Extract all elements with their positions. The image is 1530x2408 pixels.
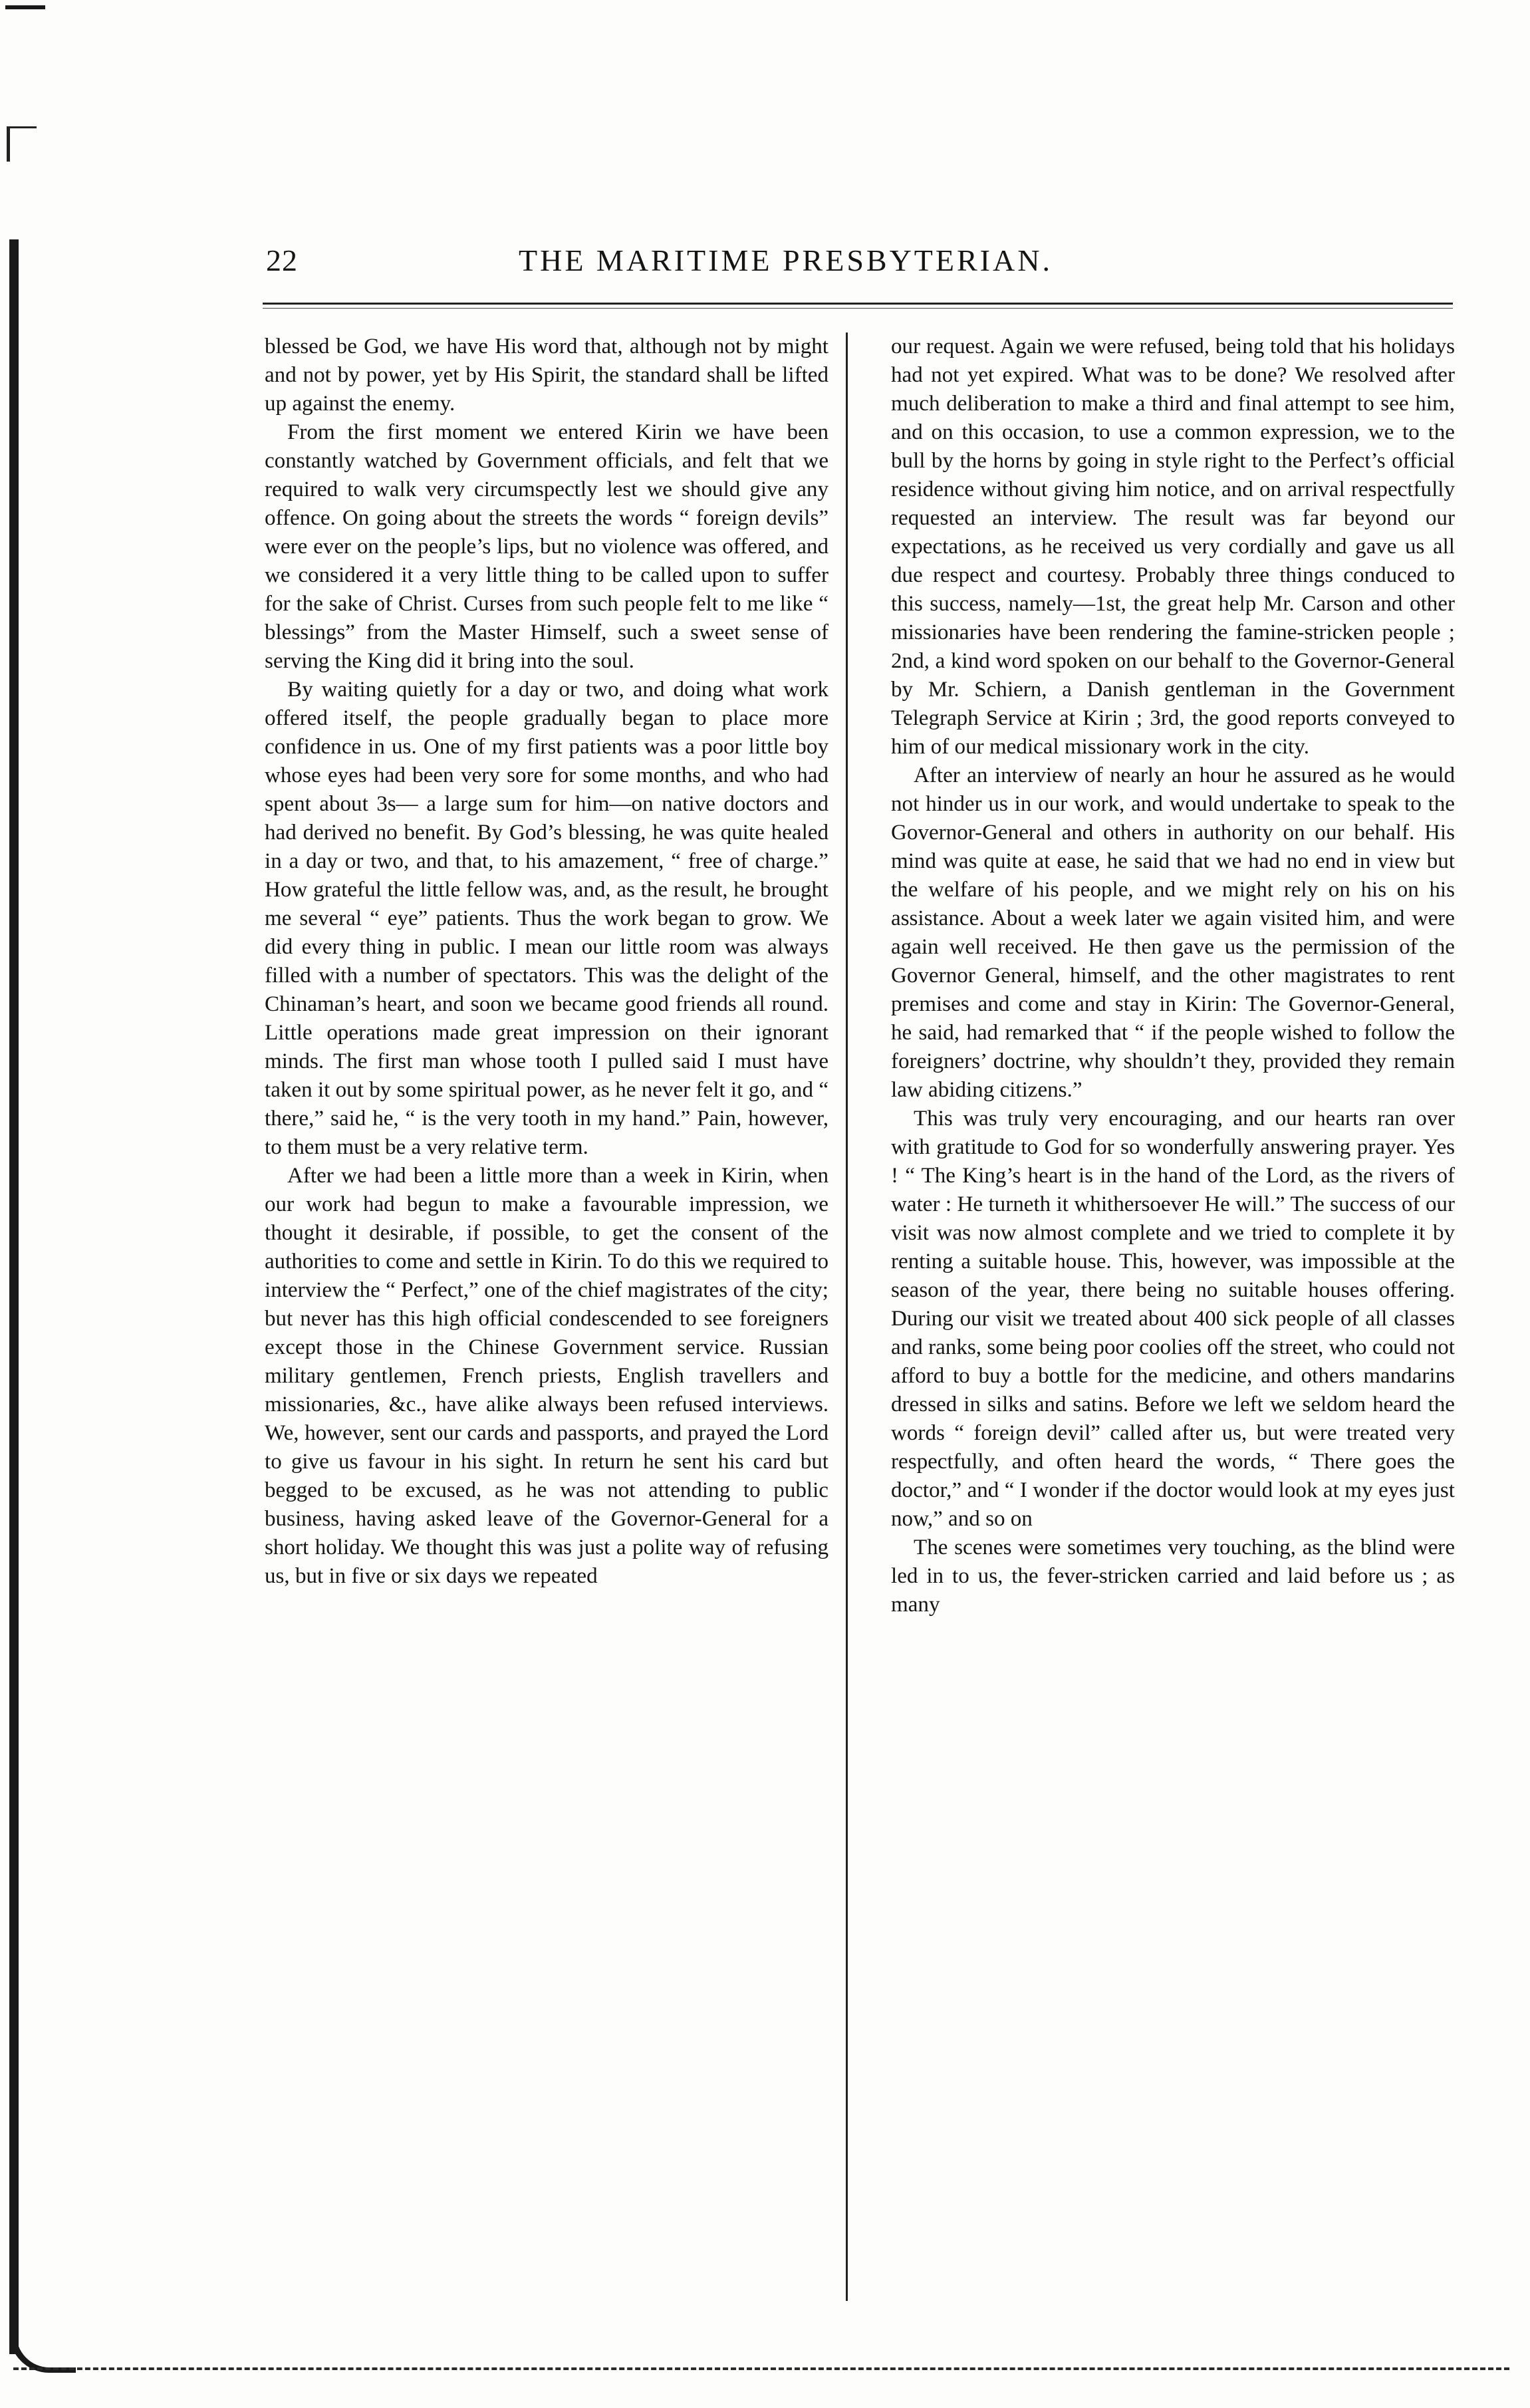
page-number: 22: [266, 243, 298, 277]
running-title: THE MARITIME PRESBYTERIAN.: [519, 243, 1053, 277]
paragraph: By waiting quietly for a day or two, and doing what work offered itself, the people gradually began to place more confidence in us. One of my first patients was a poor little boy whose eyes had been very sore for some months, and who had spent about 3s— a large sum for him—on native doctors and had derived no benefit. By God’s blessing, he was quite healed in a day or two, and that, to his amazement, “ free of charge.” How grateful the little fellow was, and, as the result, he brought me several “ eye” patients. Thus the work began to grow. We did every thing in public. I mean our little room was always filled with a number of spectators. This was the delight of the Chinaman’s heart, and soon we became good friends all round. Little operations made great impression on their ignorant minds. The first man whose tooth I pulled said I must have taken it out by some spiritual power, as he never felt it go, and “ there,” said he, “ is the very tooth in my hand.” Pain, however, to them must be a very relative term.: [265, 678, 829, 1159]
page-spine-edge: [9, 239, 19, 2354]
paragraph: After we had been a little more than a week in Kirin, when our work had begun to make a favourable impression, we thought it desirable, if possible, to get the consent of the authorities to come and settle in Kirin. To do this we required to interview the “ Perfect,” one of the chief magistrates of the city; but never has this high official condescended to see foreigners except those in the Chinese Government service. Russian military gentlemen, French priests, English travellers and missionaries, &c., have alike always been refused interviews. We, however, sent our cards and passports, and prayed the Lord to give us favour in his sight. In return he sent his card but begged to be excused, as he was not attending to public business, having asked leave of the Governor-General for a short holiday. We thought this was just a polite way of refusing us, but in five or six days we repeated: [265, 1164, 829, 1588]
scan-edge-mark: [7, 126, 37, 162]
scan-corner-mark: [5, 5, 45, 20]
paragraph: From the first moment we entered Kirin we have been constantly watched by Government officials, and felt that we required to walk very circumspectly lest we should give any offence. On going about the streets the words “ foreign devils” were ever on the people’s lips, but no violence was offered, and we considered it a very little thing to be called upon to suffer for the sake of Christ. Curses from such people felt to me like “ blessings” from the Master Himself, such a sweet sense of serving the King did it bring into the soul.: [265, 420, 829, 673]
page-header: [266, 243, 1450, 289]
page-corner-curl: [9, 2314, 76, 2373]
bottom-scan-edge: [13, 2367, 1509, 2370]
paragraph: blessed be God, we have His word that, although not by might and not by power, yet by His Spirit, the standard shall be lifted up against the enemy.: [265, 334, 829, 416]
left-column: [265, 333, 829, 2328]
column-divider: [846, 333, 848, 2301]
paragraph: This was truly very encouraging, and our hearts ran over with gratitude to God for so wonderfully answering prayer. Yes ! “ The King’s heart is in the hand of the Lord, as the rivers of water : He turneth it whithersoever He will.” The success of our visit was now almost complete and we tried to complete it by renting a suitable house. This, however, was impossible at the season of the year, there being no suitable houses offering. During our visit we treated about 400 sick people of all classes and ranks, some being poor coolies off the street, who could not afford to buy a bottle for the medicine, and others mandarins dressed in silks and satins. Before we left we seldom heard the words “ foreign devil” called after us, but were treated very respectfully, and often heard the words, “ There goes the doctor,” and “ I wonder if the doctor would look at my eyes just now,” and so on: [891, 1107, 1455, 1531]
header-rule-thin: [263, 308, 1453, 309]
paragraph: After an interview of nearly an hour he assured as he would not hinder us in our work, and would undertake to speak to the Governor-General and others in authority on our behalf. His mind was quite at ease, he said that we had no end in view but the welfare of his people, and we might rely on his on his assistance. About a week later we again visited him, and were again well received. He then gave us the permission of the Governor General, himself, and the other magistrates to rent premises and come and stay in Kirin: The Governor-General, he said, had remarked that “ if the people wished to follow the foreigners’ doctrine, why shouldn’t they, provided they remain law abiding citizens.”: [891, 763, 1455, 1102]
paragraph: The scenes were sometimes very touching, as the blind were led in to us, the fever-stricken carried and laid before us ; as many: [891, 1536, 1455, 1617]
paragraph: our request. Again we were refused, being told that his holidays had not yet expired. What was to be done? We resolved after much deliberation to make a third and final attempt to see him, and on this occasion, to use a common expression, we to the bull by the horns by going in style right to the Perfect’s official residence without giving him notice, and on arrival respectfully requested an interview. The result was far beyond our expectations, as he received us very cordially and gave us all due respect and courtesy. Probably three things conduced to this success, namely—1st, the great help Mr. Carson and other missionaries have been rendering the famine-stricken people ; 2nd, a kind word spoken on our behalf to the Governor-General by Mr. Schiern, a Danish gentleman in the Government Telegraph Service at Kirin ; 3rd, the good reports conveyed to him of our medical missionary work in the city.: [891, 334, 1455, 759]
right-column: [891, 333, 1455, 2328]
header-rule: [263, 303, 1453, 305]
